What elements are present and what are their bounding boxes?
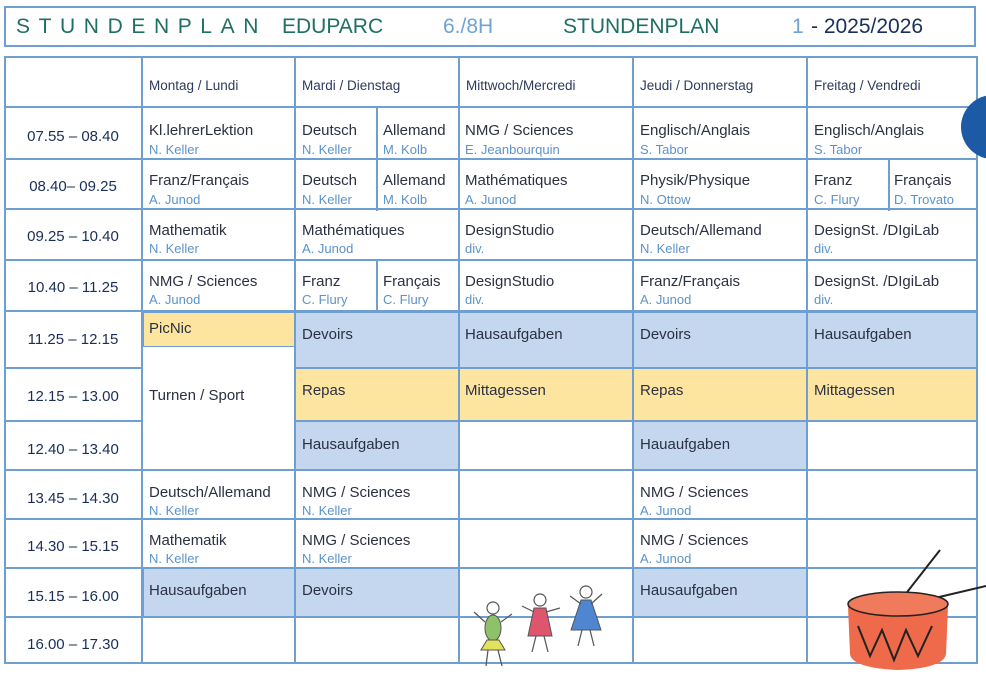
day-header-friday: Freitag / Vendredi — [814, 78, 921, 93]
lesson-teacher: N. Keller — [149, 142, 199, 157]
lesson-subject: Franz/Français — [149, 172, 250, 189]
lesson-teacher: N. Keller — [149, 551, 199, 566]
lesson-teacher: A. Junod — [640, 292, 692, 307]
lesson-subject: Devoirs — [302, 326, 353, 343]
lesson-subject: Deutsch/Allemand — [149, 484, 271, 501]
lesson-subject: NMG / Sciences — [640, 484, 749, 501]
time-slot: 09.25 – 10.40 — [27, 228, 119, 245]
lesson-subject: Hausaufgaben — [465, 326, 563, 343]
grid-line — [6, 518, 976, 520]
lesson-teacher: N. Keller — [302, 142, 352, 157]
lesson-teacher: M. Kolb — [383, 192, 428, 207]
grid-line — [376, 261, 378, 312]
lesson-teacher: D. Trovato — [894, 192, 954, 207]
lesson-teacher: A. Junod — [149, 292, 201, 307]
lesson-teacher: A. Junod — [640, 551, 692, 566]
lesson-subject: PicNic — [149, 320, 192, 337]
lesson-subject: DesignSt. /DIgiLab — [814, 222, 940, 239]
lesson-teacher: N. Keller — [302, 503, 352, 518]
lesson-subject: Mathematik — [149, 532, 227, 549]
grid-line — [458, 58, 460, 662]
grid-line — [295, 420, 976, 422]
lesson-teacher: div. — [465, 241, 485, 256]
grid-line — [806, 58, 808, 662]
header-bar — [4, 6, 976, 47]
time-slot: 13.45 – 14.30 — [27, 490, 119, 507]
grid-line — [888, 160, 890, 211]
lesson-teacher: A. Junod — [465, 192, 517, 207]
time-slot: 10.40 – 11.25 — [27, 279, 119, 296]
lesson-teacher: N. Keller — [302, 551, 352, 566]
lesson-teacher: C. Flury — [302, 292, 348, 307]
school-name: EDUPARC — [282, 15, 384, 38]
grid-line — [6, 469, 976, 471]
grid-line — [6, 567, 976, 569]
grid-line — [6, 208, 976, 210]
lesson-subject: NMG / Sciences — [302, 532, 411, 549]
lesson-teacher: N. Ottow — [640, 192, 691, 207]
lesson-subject: Allemand — [383, 172, 446, 189]
lesson-subject: DesignStudio — [465, 222, 555, 239]
lesson-subject: Hausaufgaben — [149, 582, 247, 599]
lesson-subject: Mathématiques — [465, 172, 568, 189]
lesson-subject: Repas — [302, 382, 346, 399]
lesson-subject: Français — [894, 172, 952, 189]
lesson-teacher: N. Keller — [149, 503, 199, 518]
time-slot: 12.15 – 13.00 — [27, 388, 119, 405]
time-slot: 08.40– 09.25 — [29, 178, 117, 195]
time-slot: 15.15 – 16.00 — [27, 588, 119, 605]
lesson-subject: Hausaufgaben — [302, 436, 400, 453]
lesson-subject: Français — [383, 273, 441, 290]
lesson-subject: Englisch/Anglais — [640, 122, 751, 139]
grid-line — [6, 106, 976, 108]
grid-line — [141, 58, 143, 662]
lesson-subject: NMG / Sciences — [465, 122, 574, 139]
lesson-subject: Repas — [640, 382, 684, 399]
school-year: - 2025/2026 — [811, 15, 924, 38]
grid-line — [6, 259, 976, 261]
lesson-subject: Devoirs — [640, 326, 691, 343]
lesson-subject: DesignStudio — [465, 273, 555, 290]
grid-line — [632, 58, 634, 662]
lesson-teacher: div. — [814, 292, 834, 307]
lesson-teacher: A. Junod — [302, 241, 354, 256]
grid-line — [6, 310, 976, 312]
grid-line — [6, 367, 143, 369]
grid-line — [294, 58, 296, 662]
blue-circle-decoration — [960, 94, 986, 160]
lesson-subject: Turnen / Sport — [149, 387, 245, 404]
lesson-teacher: N. Keller — [640, 241, 690, 256]
lesson-teacher: div. — [465, 292, 485, 307]
lesson-subject: Hauaufgaben — [640, 436, 731, 453]
lesson-teacher: div. — [814, 241, 834, 256]
lesson-subject: Mittagessen — [465, 382, 546, 399]
day-header-tuesday: Mardi / Dienstag — [302, 78, 401, 93]
lesson-teacher: S. Tabor — [814, 142, 863, 157]
lesson-teacher: S. Tabor — [640, 142, 689, 157]
lesson-teacher: E. Jeanbourquin — [465, 142, 560, 157]
time-slot: 16.00 – 17.30 — [27, 636, 119, 653]
lesson-subject: Allemand — [383, 122, 446, 139]
lesson-subject: Mittagessen — [814, 382, 895, 399]
header-title: STUNDENPLAN — [16, 15, 267, 38]
timetable-grid — [4, 56, 978, 664]
lesson-subject: Hausaufgaben — [814, 326, 912, 343]
lesson-subject: NMG / Sciences — [149, 273, 258, 290]
lesson-teacher: M. Kolb — [383, 142, 428, 157]
grid-line — [295, 367, 976, 369]
header-title-secondary: STUNDENPLAN — [563, 15, 720, 38]
lesson-subject: Devoirs — [302, 582, 353, 599]
lesson-subject: Deutsch — [302, 122, 358, 139]
class-label: 6./8H — [443, 15, 494, 38]
lesson-subject: NMG / Sciences — [302, 484, 411, 501]
lesson-subject: Mathématiques — [302, 222, 405, 239]
kids-drawing-icon — [468, 578, 618, 674]
lesson-subject: Franz — [302, 273, 341, 290]
time-slot: 07.55 – 08.40 — [27, 128, 119, 145]
day-header-monday: Montag / Lundi — [149, 78, 239, 93]
lesson-subject: Physik/Physique — [640, 172, 751, 189]
lesson-subject: Englisch/Anglais — [814, 122, 925, 139]
lesson-subject: Kl.lehrerLektion — [149, 122, 254, 139]
time-slot: 12.40 – 13.40 — [27, 441, 119, 458]
time-slot: 14.30 – 15.15 — [27, 538, 119, 555]
time-slot: 11.25 – 12.15 — [27, 331, 119, 348]
grid-line — [6, 158, 976, 160]
day-header-wednesday: Mittwoch/Mercredi — [466, 78, 576, 93]
lesson-teacher: C. Flury — [383, 292, 429, 307]
lesson-subject: NMG / Sciences — [640, 532, 749, 549]
lesson-subject: Hausaufgaben — [640, 582, 738, 599]
lesson-subject: Franz/Français — [640, 273, 741, 290]
lesson-teacher: A. Junod — [149, 192, 201, 207]
lesson-subject: DesignSt. /DIgiLab — [814, 273, 940, 290]
lesson-teacher: A. Junod — [640, 503, 692, 518]
lesson-teacher: N. Keller — [149, 241, 199, 256]
semester-number: 1 — [792, 15, 804, 38]
lesson-subject: Deutsch — [302, 172, 358, 189]
lesson-teacher: N. Keller — [302, 192, 352, 207]
grid-line — [6, 420, 143, 422]
lesson-subject: Mathematik — [149, 222, 227, 239]
lesson-subject: Franz — [814, 172, 853, 189]
day-header-thursday: Jeudi / Donnerstag — [640, 78, 754, 93]
drum-icon — [836, 544, 986, 674]
lesson-subject: Deutsch/Allemand — [640, 222, 762, 239]
lesson-teacher: C. Flury — [814, 192, 860, 207]
